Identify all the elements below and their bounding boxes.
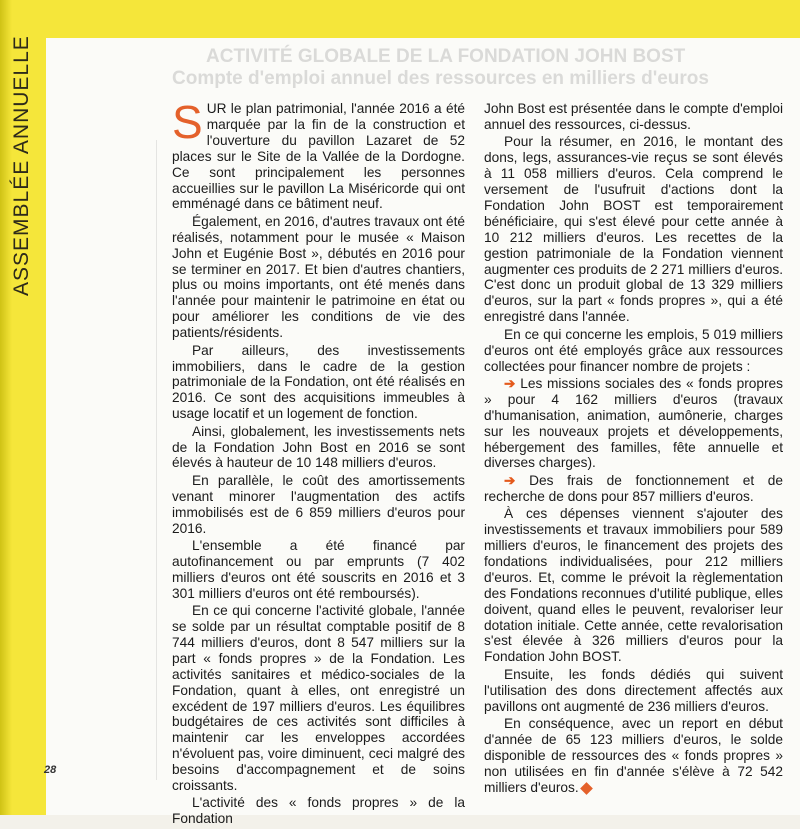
- bullet-item: ➔ Les missions sociales des « fonds propres » pour 4 162 milliers d'euros (travaux d'humanisation, animation, aumônerie, charges sur les nouveaux projets et développements, hébergement des familles, fête annuelle et diverses charges).: [484, 375, 783, 471]
- drop-cap: S: [172, 96, 203, 148]
- section-title-vertical: ASSEMBLÉE ANNUELLE: [10, 35, 33, 296]
- paragraph: Ensuite, les fonds dédiés qui suivent l'utilisation des dons directement affectés aux pavillons ont augmenté de 236 milliers d'euros.: [484, 666, 783, 714]
- paragraph: L'activité des « fonds propres » de la Fondation: [172, 795, 465, 827]
- paragraph: En conséquence, avec un report en début d'année de 65 123 milliers d'euros, le solde disponible de ressources des « fonds propres » non utilisées en fin d'année s'élève à 72 542 milliers d'euros.: [484, 715, 783, 795]
- show-through-subtitle: Compte d'emploi annuel des ressources en milliers d'euros: [172, 68, 709, 89]
- paragraph: En ce qui concerne les emplois, 5 019 milliers d'euros ont été employés grâce aux ressources collectées pour financer nombre de projets :: [484, 326, 783, 374]
- yellow-top-band: [0, 0, 800, 38]
- bullet-item: ➔ Des frais de fonctionnement et de recherche de dons pour 857 milliers d'euros.: [484, 472, 784, 504]
- arrow-bullet-icon: ➔: [504, 472, 516, 488]
- paragraph: Pour la résumer, en 2016, le montant des dons, legs, assurances-vie reçus se sont élevés à 11 058 milliers d'euros. Cela comprend le versement de l'usufruit d'actions dont la Fondation John BOST est temporairement bénéficiaire, qui s'est élevé pour cette année à 10 212 milliers d'euros. Les recettes de la gestion patrimoniale de la Fondation viennent augmenter ces produits de 2 271 milliers d'euros. C'est donc un produit global de 13 329 milliers d'euros, sur la part « fonds propres », qui a été enregistré dans l'année.: [484, 134, 783, 325]
- paragraph: Ainsi, globalement, les investissements nets de la Fondation John Bost en 2016 se sont élevés à hauteur de 10 148 milliers d'euros.: [172, 423, 465, 471]
- paragraph: À ces dépenses viennent s'ajouter des investissements et travaux immobiliers pour 589 milliers d'euros, le financement des projets des fondations individualisées, pour 212 milliers d'euros. Et, comme le prévoit la règlementation des Fondations reconnues d'utilité publique, elles doivent, quand elles le peuvent, revaloriser leur dotation initiale. Cette année, cette revalorisation s'est élevée à 326 milliers d'euros pour la Fondation John BOST.: [484, 506, 783, 665]
- end-diamond-icon: [580, 782, 593, 795]
- page-number: 28: [44, 764, 57, 776]
- paragraph: Par ailleurs, des investissements immobiliers, dans le cadre de la gestion patrimoniale de la Fondation, ont été réalisés en 2016. Ce sont des acquisitions immeubles à usage locatif et un logement de fonction.: [172, 342, 465, 422]
- show-through-title: ACTIVITÉ GLOBALE DE LA FONDATION JOHN BOST: [206, 46, 686, 67]
- arrow-bullet-icon: ➔: [504, 375, 516, 391]
- paragraph: John Bost est présentée dans le compte d'emploi annuel des ressources, ci-dessus.: [484, 101, 783, 132]
- paragraph: Également, en 2016, d'autres travaux ont été réalisés, notamment pour le musée « Maison John et Eugénie Bost », débutés en 2016 pour se terminer en 2017. Et bien d'autres chantiers, plus ou moins importants, ont été menés dans l'année pour maintenir le patrimoine en état ou pour améliorer les conditions de vie des patients/résidents.: [172, 213, 465, 341]
- paragraph: L'ensemble a été financé par autofinancement ou par emprunts (7 402 milliers d'euros ont été souscrits en 2016 et 3 301 milliers d'euros ont été remboursés).: [172, 537, 465, 601]
- paragraph: SUR le plan patrimonial, l'année 2016 a été marquée par la fin de la construction et l'ouverture du pavillon Lazaret de 52 places sur le Site de la Vallée de la Dordogne. Ce sont principalement les personnes accueillies sur le pavillon La Miséricorde qui ont emménagé dans ce bâtiment neuf.: [172, 96, 465, 212]
- article-column-right: [484, 101, 783, 797]
- article-column-left: [172, 96, 465, 829]
- show-through-table: [56, 140, 157, 780]
- paragraph: En ce qui concerne l'activité globale, l'année se solde par un résultat comptable positif de 8 744 milliers d'euros, dont 8 547 milliers sur la part « fonds propres » de la Fondation. Les activités sanitaires et médico-sociales de la Fondation, quant à elles, ont enregistré un excédent de 197 milliers d'euros. Les équilibres budgétaires de ces activités sont difficiles à maintenir car les enveloppes accordées n'évoluent pas, voire diminuent, ceci malgré des besoins d'accompagnement et de soins croissants.: [172, 603, 465, 794]
- paragraph: En parallèle, le coût des amortissements venant minorer l'augmentation des actifs immobilisés est de 6 859 milliers d'euros pour 2016.: [172, 472, 465, 536]
